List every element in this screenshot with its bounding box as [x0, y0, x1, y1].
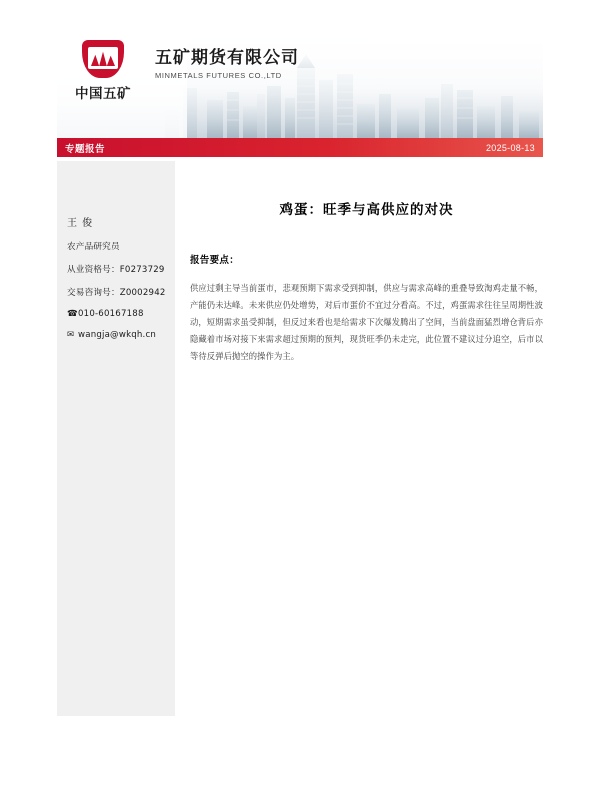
author-role: 农产品研究员: [67, 242, 120, 252]
phone-row: [67, 309, 175, 319]
consulting-number: 交易咨询号：Z0002942: [67, 288, 166, 298]
company-name-en: MINMETALS FUTURES CO.,LTD: [155, 70, 282, 80]
phone-icon: ☎: [67, 309, 78, 319]
company-name-cn: 五矿期货有限公司: [155, 47, 299, 68]
email-row: [67, 330, 175, 340]
company-name-block: [155, 43, 299, 80]
logo-chinese-name: 中国五矿: [75, 86, 131, 102]
phone-number: 010-60167188: [78, 309, 144, 319]
company-logo: [57, 38, 299, 102]
summary-body: 供应过剩主导当前蛋市，悲观预期下需求受到抑制，供应与需求高峰的重叠导致淘鸡走量不畅，产能仍未达峰。未来供应仍处增势，对后市蛋价不宜过分看高。不过，鸡蛋需求往往呈周期性波动，短期需求虽受抑制，但反过来看也是给需求下次爆发腾出了空间，当前盘面猛烈增仓背后亦隐藏着市场对接下来需求超过预期的预判，现货旺季仍未走完，此位置不建议过分追空，后市以等待反弹后抛空的操作为主。: [190, 283, 543, 361]
author-sidebar: [57, 161, 175, 716]
minmetals-emblem-icon: [75, 38, 131, 102]
page-title: 鸡蛋：旺季与高供应的对决: [279, 202, 454, 218]
document-header: [57, 28, 543, 138]
author-name: 王 俊: [67, 218, 94, 229]
mail-icon: ✉: [67, 330, 75, 340]
email-address: wangja@wkqh.cn: [78, 330, 157, 340]
license-number: 从业资格号：F0273729: [67, 265, 165, 275]
report-type-bar: [57, 138, 543, 157]
report-content: [190, 161, 543, 365]
report-type-label: 专题报告: [65, 143, 106, 155]
summary-heading: 报告要点：: [190, 255, 240, 266]
report-date: 2025-08-13: [485, 142, 535, 153]
